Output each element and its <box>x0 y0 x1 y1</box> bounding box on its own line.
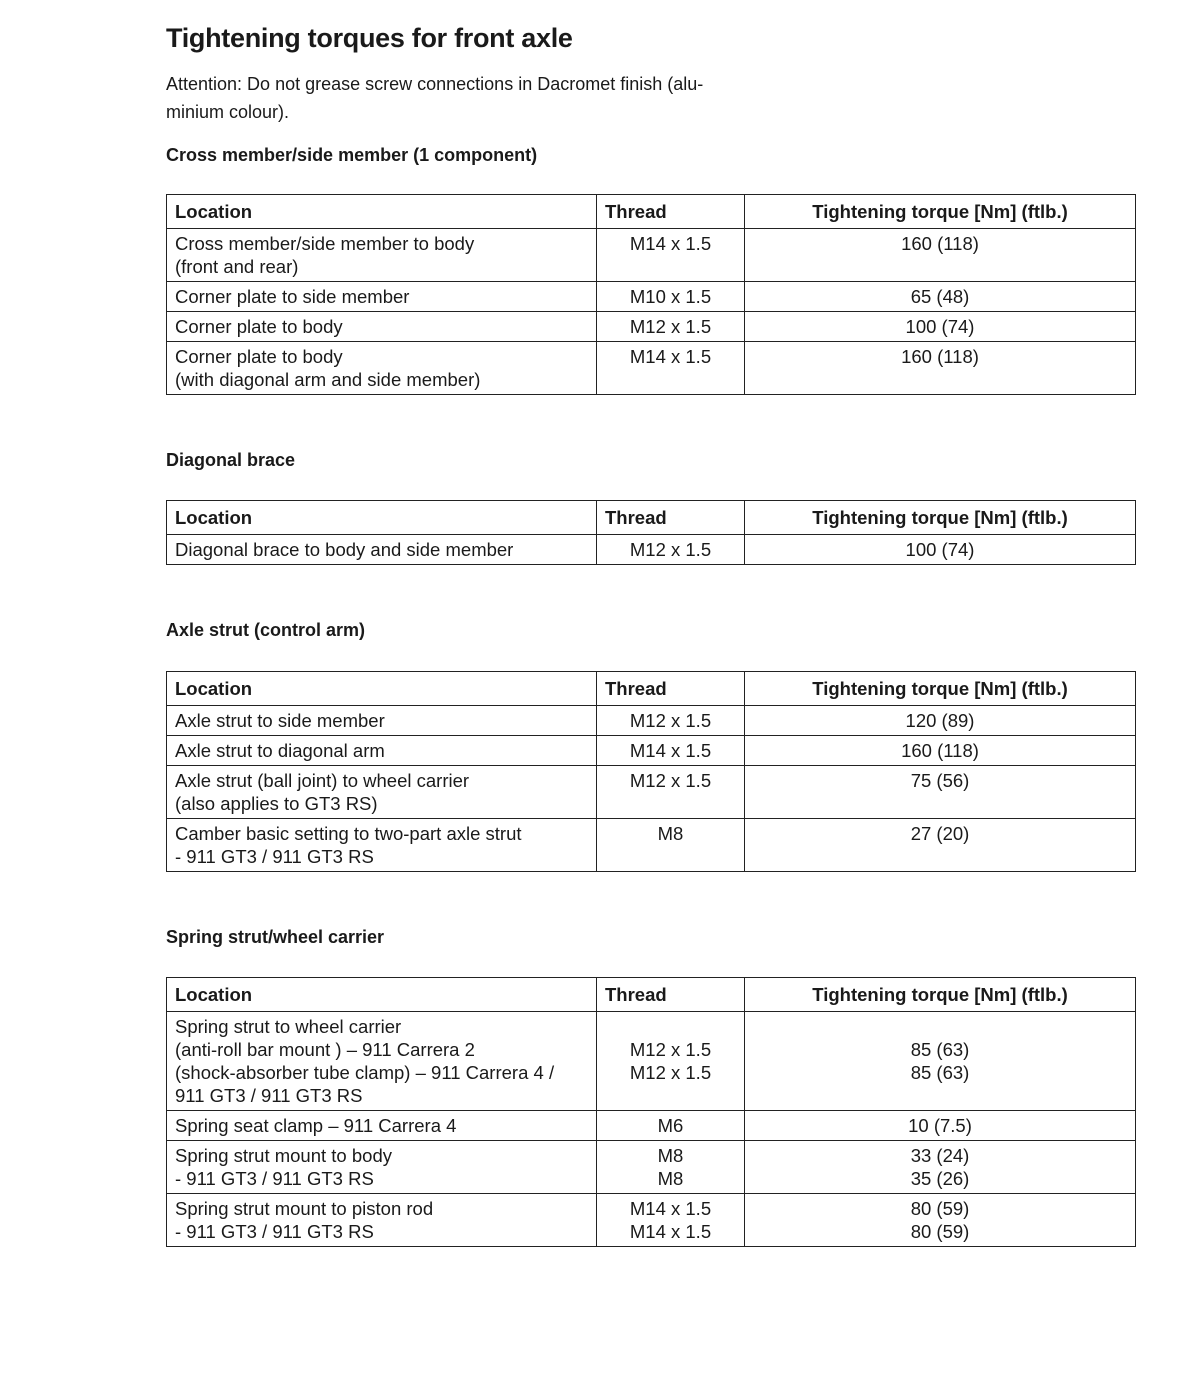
torque-table-spring-strut <box>166 977 1136 1247</box>
cell-torque-line <box>753 1015 1127 1038</box>
document-page <box>166 18 1138 1247</box>
cell-location <box>167 1111 597 1141</box>
cell-torque-line: 80 (59) <box>910 1221 970 1242</box>
cell-thread <box>597 1012 745 1111</box>
cell-torque <box>745 766 1136 819</box>
cell-thread-line: M8 <box>657 1145 684 1166</box>
table-row <box>167 819 1136 872</box>
table-row <box>167 229 1136 282</box>
header-torque: Tightening torque [Nm] (ftlb.) <box>745 195 1136 229</box>
table-row <box>167 282 1136 312</box>
header-location: Location <box>167 501 597 535</box>
table-row <box>167 766 1136 819</box>
cell-torque-line: 160 (118) <box>901 233 979 254</box>
cell-torque <box>745 1141 1136 1194</box>
cell-location-line: Cross member/side member to body <box>175 233 475 254</box>
table-row <box>167 342 1136 395</box>
cell-thread <box>597 1141 745 1194</box>
cell-location-line: Corner plate to body <box>175 316 343 337</box>
cell-thread-line: M12 x 1.5 <box>629 316 712 337</box>
cell-thread <box>597 312 745 342</box>
cell-thread-line: M12 x 1.5 <box>629 710 712 731</box>
cell-location-line: Spring strut mount to body <box>175 1145 392 1166</box>
torque-table-diagonal-brace <box>166 500 1136 565</box>
cell-location <box>167 312 597 342</box>
cell-torque <box>745 819 1136 872</box>
table-row <box>167 1194 1136 1247</box>
cell-thread <box>597 1111 745 1141</box>
header-thread: Thread <box>597 501 745 535</box>
cell-torque-line: 85 (63) <box>910 1039 970 1060</box>
cell-torque-line: 100 (74) <box>905 539 975 560</box>
cell-thread-line: M8 <box>657 823 684 844</box>
cell-thread <box>597 766 745 819</box>
cell-location-line: Corner plate to body <box>175 346 343 367</box>
header-location: Location <box>167 978 597 1012</box>
torque-table-cross-member <box>166 194 1136 395</box>
table-row <box>167 1012 1136 1111</box>
cell-thread-line: M14 x 1.5 <box>629 740 712 761</box>
cell-location <box>167 342 597 395</box>
header-location: Location <box>167 195 597 229</box>
cell-location-line: Corner plate to side member <box>175 286 410 307</box>
section-heading-cross-member: Cross member/side member (1 component) <box>166 145 538 165</box>
torque-table-axle-strut <box>166 671 1136 872</box>
cell-location <box>167 229 597 282</box>
cell-torque <box>745 736 1136 766</box>
cell-thread-line: M14 x 1.5 <box>629 1198 712 1219</box>
cell-torque <box>745 312 1136 342</box>
header-torque: Tightening torque [Nm] (ftlb.) <box>745 501 1136 535</box>
cell-location-line: (shock-absorber tube clamp) – 911 Carrera 4 / <box>175 1062 555 1083</box>
cell-torque-line: 35 (26) <box>910 1168 970 1189</box>
header-torque: Tightening torque [Nm] (ftlb.) <box>745 978 1136 1012</box>
cell-torque-line: 100 (74) <box>905 316 975 337</box>
cell-torque-line: 75 (56) <box>910 770 970 791</box>
cell-location <box>167 736 597 766</box>
cell-thread <box>597 535 745 565</box>
cell-location <box>167 819 597 872</box>
cell-location-line: Spring strut mount to piston rod <box>175 1198 434 1219</box>
table-row <box>167 736 1136 766</box>
cell-thread-line: M12 x 1.5 <box>629 770 712 791</box>
cell-location-line: Axle strut to diagonal arm <box>175 740 385 761</box>
cell-torque <box>745 1012 1136 1111</box>
table-header-row <box>167 978 1136 1012</box>
cell-location <box>167 1194 597 1247</box>
cell-thread-line: M6 <box>657 1115 684 1136</box>
cell-torque-line: 120 (89) <box>905 710 975 731</box>
section-heading-axle-strut: Axle strut (control arm) <box>166 620 366 640</box>
cell-torque <box>745 1111 1136 1141</box>
cell-thread-line: M10 x 1.5 <box>629 286 712 307</box>
cell-thread <box>597 736 745 766</box>
cell-location-line: - 911 GT3 / 911 GT3 RS <box>175 846 374 867</box>
cell-location-line: Spring seat clamp – 911 Carrera 4 <box>175 1115 457 1136</box>
cell-location-line: (also applies to GT3 RS) <box>175 793 378 814</box>
header-torque: Tightening torque [Nm] (ftlb.) <box>745 672 1136 706</box>
table-row <box>167 1111 1136 1141</box>
cell-location-line: Camber basic setting to two-part axle strut <box>175 823 522 844</box>
cell-location <box>167 535 597 565</box>
cell-torque-line: 160 (118) <box>901 740 979 761</box>
cell-location <box>167 706 597 736</box>
cell-thread-line <box>605 1015 736 1038</box>
section-heading-spring-strut: Spring strut/wheel carrier <box>166 927 385 947</box>
cell-torque <box>745 1194 1136 1247</box>
cell-thread <box>597 706 745 736</box>
table-header-row <box>167 501 1136 535</box>
cell-thread <box>597 1194 745 1247</box>
cell-thread-line: M12 x 1.5 <box>629 1039 712 1060</box>
cell-torque-line: 33 (24) <box>910 1145 970 1166</box>
cell-location-line: - 911 GT3 / 911 GT3 RS <box>175 1221 374 1242</box>
cell-location <box>167 766 597 819</box>
header-thread: Thread <box>597 978 745 1012</box>
cell-thread <box>597 282 745 312</box>
header-location: Location <box>167 672 597 706</box>
cell-thread <box>597 229 745 282</box>
cell-location <box>167 282 597 312</box>
cell-torque-line: 160 (118) <box>901 346 979 367</box>
cell-location-line: (anti-roll bar mount ) – 911 Carrera 2 <box>175 1039 475 1060</box>
cell-location-line: - 911 GT3 / 911 GT3 RS <box>175 1168 374 1189</box>
cell-torque-line: 85 (63) <box>910 1062 970 1083</box>
cell-torque-line: 10 (7.5) <box>908 1115 972 1136</box>
cell-torque-line: 27 (20) <box>910 823 970 844</box>
cell-torque <box>745 229 1136 282</box>
cell-torque-line: 65 (48) <box>910 286 970 307</box>
table-row <box>167 535 1136 565</box>
cell-location-line: Spring strut to wheel carrier <box>175 1016 402 1037</box>
table-header-row <box>167 195 1136 229</box>
table-row <box>167 706 1136 736</box>
cell-thread <box>597 819 745 872</box>
cell-thread-line: M14 x 1.5 <box>629 1221 712 1242</box>
attention-note: Attention: Do not grease screw connections in Dacromet finish (alu-minium colour). <box>166 74 704 122</box>
cell-thread-line: M14 x 1.5 <box>629 346 712 367</box>
table-header-row <box>167 672 1136 706</box>
cell-torque <box>745 535 1136 565</box>
cell-thread <box>597 342 745 395</box>
header-thread: Thread <box>597 672 745 706</box>
cell-thread-line: M12 x 1.5 <box>629 1062 712 1083</box>
cell-location-line: Diagonal brace to body and side member <box>175 539 514 560</box>
table-row <box>167 312 1136 342</box>
cell-torque-line: 80 (59) <box>910 1198 970 1219</box>
cell-thread-line: M8 <box>657 1168 684 1189</box>
section-heading-diagonal-brace: Diagonal brace <box>166 450 296 470</box>
cell-torque <box>745 282 1136 312</box>
cell-location-line: 911 GT3 / 911 GT3 RS <box>175 1085 363 1106</box>
table-row <box>167 1141 1136 1194</box>
cell-location-line: Axle strut to side member <box>175 710 385 731</box>
cell-location-line: (front and rear) <box>175 256 299 277</box>
page-title: Tightening torques for front axle <box>166 23 573 53</box>
cell-location <box>167 1141 597 1194</box>
cell-torque <box>745 342 1136 395</box>
cell-thread-line: M14 x 1.5 <box>629 233 712 254</box>
cell-location-line: (with diagonal arm and side member) <box>175 369 481 390</box>
cell-thread-line: M12 x 1.5 <box>629 539 712 560</box>
cell-location-line: Axle strut (ball joint) to wheel carrier <box>175 770 470 791</box>
header-thread: Thread <box>597 195 745 229</box>
cell-location <box>167 1012 597 1111</box>
cell-torque <box>745 706 1136 736</box>
